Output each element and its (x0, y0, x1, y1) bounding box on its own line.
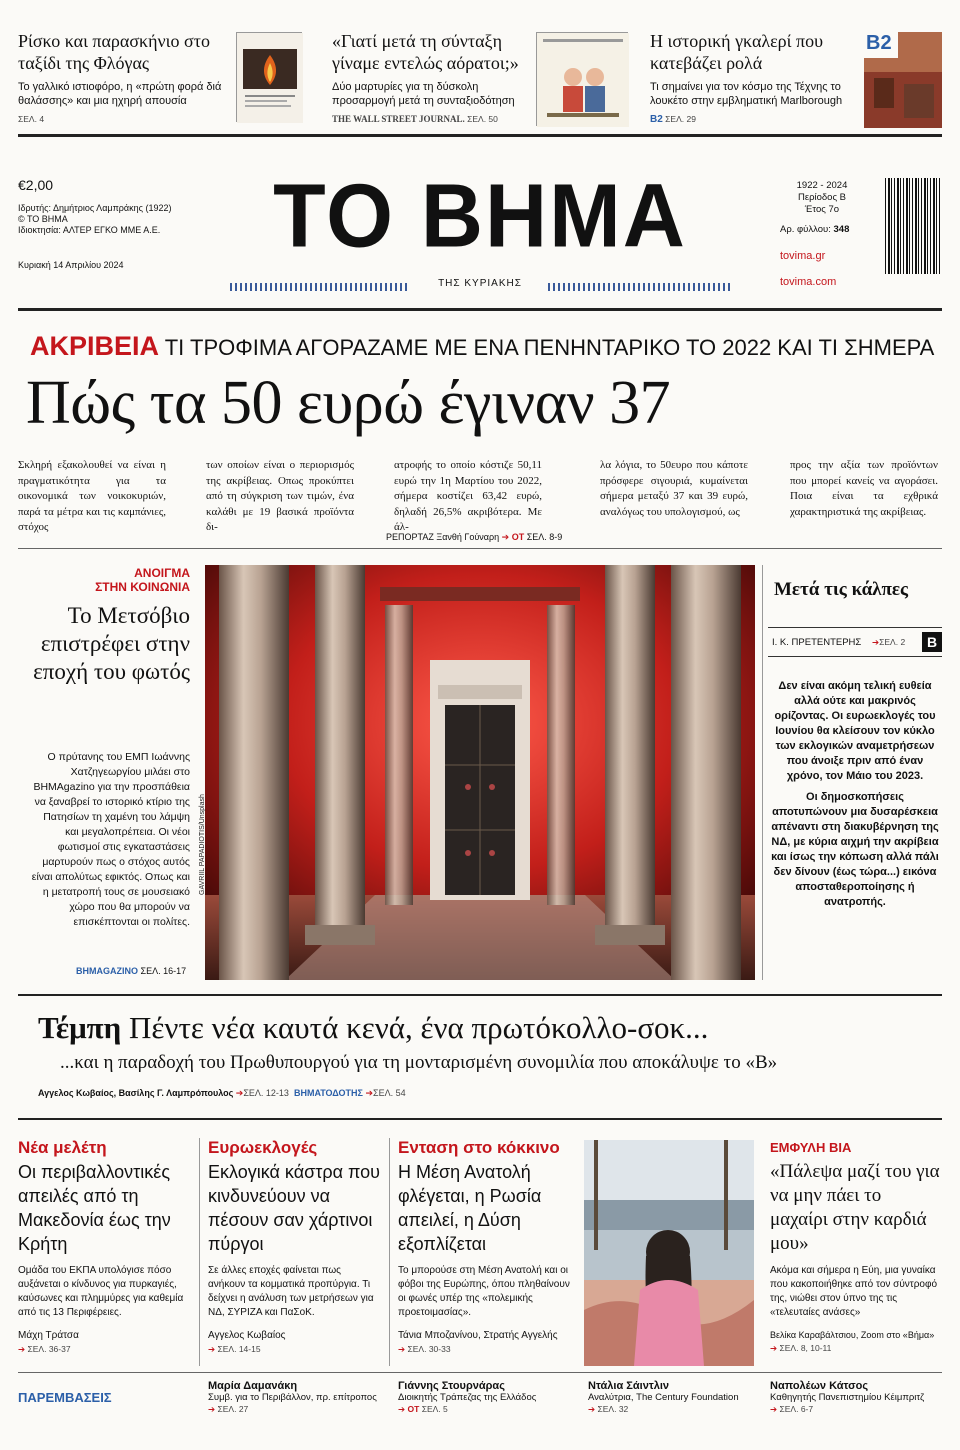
metsovio-labels (30, 566, 190, 594)
teaser-sub: Το γαλλικό ιστιοφόρο, η «πρώτη φορά διά θαλάσσης» και μια ηχηρή απουσία (18, 81, 222, 107)
story-author: Βελίκα Καραβάλτσιου, Ζοom στο «Βήμα» (770, 1330, 935, 1340)
opinion-name: Ντάλια Σάιντλιν (588, 1380, 670, 1392)
story-kicker: Ευρωεκλογές (208, 1138, 318, 1157)
photo-credit: GAVRIIL PAPADIOTIS/Unsplash (199, 794, 206, 895)
teaser-title: «Γιατί μετά τη σύνταξη γίναμε εντελώς αόρατοι;» (332, 31, 519, 73)
story-headline: Εκλογικά κάστρα που κινδυνεύουν να πέσουν σαν χάρτινοι πύργοι (208, 1162, 381, 1254)
teaser-section: B2 (650, 114, 663, 125)
col-separator (199, 1138, 200, 1366)
story-body: Ομάδα του ΕΚΠΑ υπολόγισε πόσο αυξάνεται ο κίνδυνος για πυρκαγιές, καύσωνες και πλημμύρες για καθεμία από τις 13 Περιφέρειες. (18, 1265, 184, 1318)
opinions-label-box (18, 1380, 190, 1405)
violence-photo (584, 1140, 754, 1366)
site-link-com[interactable]: tovima.com (780, 276, 837, 288)
tempi-authors: Αγγελος Κωβαίος, Βασίλης Γ. Λαμπρόπουλος (38, 1088, 234, 1098)
tempi-subheadline: ...και η παραδοχή του Πρωθυπουργού για τη μονταρισμένη συνομιλία που αποκάλυψε το «Β» (60, 1052, 778, 1073)
metsovio-body: Ο πρύτανης του ΕΜΠ Ιωάννης Χατζηγεωργίου μιλάει στο ΒΗΜAgazino για την προσπάθεια να ξαναβρεί το ιστορικό κτίριο της Πατησίων τη χαμένη του λάμψη και μεγαλοπρέπεια. Οι νέοι φωτισμοί στις εγκαταστάσεις μαρτυρούν πως ο στόχος αυτός είναι απολύτως εφικτός. Οπως και η μετατροπή τους σε μουσειακό χώρο που θα μπορούν να επισκέπτονται οι πολίτες. (31, 751, 190, 928)
opinion-page: ΣΕΛ. 5 (421, 1404, 448, 1414)
opinion-damanaki[interactable]: Μαρία Δαμανάκη Συμβ. για το Περιβάλλον, πρ. επίτροπος ➔ ΣΕΛ. 27 (208, 1380, 380, 1415)
teaser-flame-thumbnail (236, 32, 302, 122)
teaser-page: ΣΕΛ. 29 (665, 114, 696, 124)
lead-body-col-5: προς την αξία των προϊόντων που μπορεί κανείς να αγοράσει. Ποια είναι τα εχθρικά χαρακτηριστικά της ακρίβειας. (790, 459, 938, 518)
opinion-author: Ι. Κ. ΠΡΕΤΕΝΤΕΡΗΣ (772, 637, 862, 648)
col-separator (389, 1138, 390, 1366)
tempi-page-2: ΣΕΛ. 54 (373, 1088, 406, 1098)
lead-body-col-3: ατροφής το οποίο κόστιζε 50,11 ευρώ την 1η Μαρτίου του 2022, σήμερα κοστίζει 63,42 ευρώ, δηλαδή 26,5% ακριβότερα. Με άλ- (394, 459, 542, 533)
barcode (885, 178, 941, 274)
teaser-sub: Τι σημαίνει για τον κόσμο της Τέχνης το λουκέτο στην εμβληματική Marlborough (650, 81, 843, 107)
owner: Ιδιοκτησία: ΑΛΤΕΡ ΕΓΚΟ ΜΜΕ Α.Ε. (18, 225, 161, 235)
right-col-separator (762, 565, 763, 980)
period: Περίοδος Β (797, 192, 847, 203)
opinion-para-1: Δεν είναι ακόμη τελική ευθεία αλλά ούτε και μακρινός ορίζοντας. Οι ευρωεκλογές του Ιουνίου θα κλείσουν τον κύκλο των εκλογικών αναμετρήσεων που άνοιξε πριν από έναν χρόνο, τον Μάιο του 2023. (774, 680, 936, 782)
polytechnic-hall-photo (199, 565, 755, 980)
tempi-page: ΣΕΛ. 12-13 (243, 1088, 289, 1098)
footer-divider (18, 1372, 942, 1373)
metsovio-label-1: ΑΝΟΙΓΜΑ (134, 566, 190, 580)
opinions-label: ΠΑΡΕΜΒΑΣΕΙΣ (18, 1390, 112, 1405)
lead-section: ΟΤ (511, 532, 525, 542)
story-kicker: ΕΜΦΥΛΗ ΒΙΑ (770, 1140, 852, 1155)
opinion-name: Ναπολέων Κάτσος (770, 1380, 869, 1392)
opinion-page: ΣΕΛ. 27 (217, 1404, 249, 1414)
newspaper-logo[interactable]: ΤΟ ΒΗΜΑ (273, 165, 687, 267)
teaser-gallery-badge: B2 (866, 32, 892, 54)
story-body: Ακόμα και σήμερα η Εύη, μια γυναίκα που κακοποιήθηκε από τον σύντροφό της, νιώθει στον ύπνο της τις «τελευταίες ανάσες» (770, 1265, 938, 1318)
metsovio-ref (76, 966, 186, 976)
story-body: Το μπορούσε στη Μέση Ανατολή και οι φόβοι της Ευρώπης, όπου πληθαίνουν οι φωνές υπέρ της «πολεμικής προετοιμασίας». (398, 1265, 570, 1318)
opinion-katsos[interactable]: Ναπολέων Κάτσος Καθηγητής Πανεπιστημίου Κέιμπριτζ ➔ ΣΕΛ. 6-7 (770, 1380, 942, 1415)
opinion-section: ΟΤ (407, 1404, 420, 1414)
teaser-gallery[interactable] (650, 30, 862, 130)
story-author: Μάχη Τράτσα (18, 1330, 79, 1341)
story-kicker: Ενταση στο κόκκινο (398, 1138, 560, 1157)
mid-divider (18, 994, 942, 996)
lead-page: ΣΕΛ. 8-9 (526, 532, 563, 542)
lead-author: ΡΕΠΟΡΤΑΖ Ξανθή Γούναρη (386, 532, 500, 542)
opinion-name: Γιάννης Στουρνάρας (398, 1380, 505, 1392)
story-euroelections[interactable]: Ευρωεκλογές Εκλογικά κάστρα που κινδυνεύουν να πέσουν σαν χάρτινοι πύργοι Σε άλλες εποχές φαίνεται πως ανήκουν τα κομματικά προπύργια. Τι δείχνει η ανάλυση των μετρήσεων για ΝΔ, ΣΥΡΙΖΑ και ΠαΣοΚ. Αγγελος Κωβαίος ➔ ΣΕΛ. 14-15 (208, 1138, 381, 1355)
tempi-title: Πέντε νέα καυτά κενά, ένα πρωτόκολλο-σοκ... (129, 1010, 709, 1045)
teaser-sub: Δύο μαρτυρίες για τη δύσκολη προσαρμογή μετά τη συνταξιοδότηση (332, 81, 515, 107)
teaser-retirement-thumbnail (536, 32, 628, 126)
story-body: Σε άλλες εποχές φαίνεται πως ανήκουν τα κομματικά προπύργια. Τι δείχνει η ανάλυση των μετρήσεων για ΝΔ, ΣΥΡΙΖΑ και ΠαΣοΚ. (208, 1265, 374, 1318)
opinion-role: Καθηγητής Πανεπιστημίου Κέιμπριτζ (770, 1392, 925, 1403)
lead-byline: ΡΕΠΟΡΤΑΖ Ξανθή Γούναρη ➔ ΟΤ ΣΕΛ. 8-9 (386, 532, 563, 543)
opinion-page: ΣΕΛ. 6-7 (779, 1404, 814, 1414)
opinion-badge: B (922, 632, 942, 652)
opinion-column: Μετά τις κάλπες Ι. Κ. ΠΡΕΤΕΝΤΕΡΗΣ ➔ΣΕΛ. 2 B Δεν είναι ακόμη τελική ευθεία αλλά ούτε και μακρινός ορίζοντας. Οι ευρωεκλογές του Ιουνίου θα κλείσουν τον κύκλο των εκλογικών αναμετρήσεων που άνοιξε πριν από έναν χρόνο, τον Μάιο του 2023. Οι δημοσκοπήσεις αποτυπώνουν μια δυσαρέσκεια απέναντι στη διακυβέρνηση της ΝΔ, με κύρια αιχμή την ακρίβεια και ίσως την κόπωση αλλά πάλι δεν δίνουν (έως τώρα...) εικόνα αποσταθεροποίησης ή ανατροπής. (768, 565, 942, 910)
logo-ticks-right (548, 283, 730, 291)
teaser-page: ΣΕΛ. 50 (467, 114, 498, 124)
masthead-divider (18, 308, 942, 311)
issue-date: Κυριακή 14 Απριλίου 2024 (18, 260, 124, 270)
story-study[interactable]: Νέα μελέτη Οι περιβαλλοντικές απειλές από τη Μακεδονία έως την Κρήτη Ομάδα του ΕΚΠΑ υπολόγισε πόσο αυξάνεται ο κίνδυνος για πυρκαγιές, καύσωνες και πλημμύρες για καθεμία από τις 13 Περιφέρειες. Μάχη Τράτσα ➔ ΣΕΛ. 36-37 (18, 1138, 190, 1355)
masthead-left (18, 177, 172, 271)
top-divider (18, 134, 942, 137)
teaser-title: Ρίσκο και παρασκήνιο στο ταξίδι της Φλόγας (18, 31, 210, 73)
opinion-title[interactable]: Μετά τις κάλπες (774, 579, 909, 600)
opinion-stournaras[interactable]: Γιάννης Στουρνάρας Διοικητής Τράπεζας της Ελλάδος ➔ ΟΤ ΣΕΛ. 5 (398, 1380, 570, 1415)
copyright: © ΤΟ ΒΗΜΑ (18, 214, 68, 224)
opinion-name: Μαρία Δαμανάκη (208, 1380, 298, 1392)
story-headline: Οι περιβαλλοντικές απειλές από τη Μακεδονία έως την Κρήτη (18, 1162, 171, 1254)
story-author: Αγγελος Κωβαίος (208, 1330, 286, 1341)
price: €2,00 (18, 177, 54, 193)
opinion-seidlin[interactable]: Ντάλια Σάιντλιν Αναλύτρια, The Century Foundation ➔ ΣΕΛ. 32 (588, 1380, 760, 1415)
teaser-gallery-thumbnail (864, 32, 942, 128)
tempi-kicker: Τέμπη (38, 1010, 122, 1045)
lead-body-col-2: των οποίων είναι ο περιορισμός της ακρίβειας. Οπως προκύπτει από τη σύγκριση των τιμών, ένα καλάθι με 19 βασικά προϊόντα δι- (206, 459, 354, 533)
story-violence[interactable]: ΕΜΦΥΛΗ ΒΙΑ «Πάλεψα μαζί του για να μην πάει το μαχαίρι στην καρδιά μου» Ακόμα και σήμερα η Εύη, μια γυναίκα που κακοποιήθηκε από τον σύντροφό της, νιώθει στον ύπνο της τις «τελευταίες ανάσες» Βελίκα Καραβάλτσιου, Ζοom στο «Βήμα» ➔ ΣΕΛ. 8, 10-11 (770, 1138, 942, 1354)
story-page: ΣΕΛ. 36-37 (27, 1344, 71, 1354)
issue-number: 348 (833, 224, 850, 235)
bottom-divider (18, 1118, 942, 1120)
issue-label: Αρ. φύλλου: (780, 224, 831, 235)
lead-headline[interactable]: Πώς τα 50 ευρώ έγιναν 37 (26, 369, 671, 437)
lead-kicker (30, 328, 950, 366)
opinion-para-2: Οι δημοσκοπήσεις αποτυπώνουν μια δυσαρέσκεια απέναντι στη διακυβέρνηση της ΝΔ, με κύρια αιχμή την ακρίβεια και ίσως την κόπωση αλλά πάλι δεν δίνουν (έως τώρα...) εικόνα αποσταθεροποίησης ή ανατροπής. (771, 791, 939, 908)
years: 1922 - 2024 (796, 180, 848, 191)
metsovio-page: ΣΕΛ. 16-17 (140, 966, 187, 976)
teaser-flame[interactable] (18, 30, 228, 130)
story-headline: «Πάλεψα μαζί του για να μην πάει το μαχαίρι στην καρδιά μου» (770, 1161, 940, 1254)
site-link-gr[interactable]: tovima.gr (780, 250, 826, 262)
logo-subtitle: ΤΗΣ ΚΥΡΙΑΚΗΣ (438, 278, 522, 289)
lead-body-col-4: λα λόγια, το 50ευρο που κάποτε πρόσφερε σιγουριά, κυμαίνεται σήμερα μεταξύ 37 και 39 ευρώ, αναλόγως του υπολογισμού, ως (600, 459, 748, 518)
opinion-role: Διοικητής Τράπεζας της Ελλάδος (398, 1392, 537, 1403)
metsovio-section: ΒΗΜAGAZINO (76, 966, 138, 976)
teaser-page: ΣΕΛ. 4 (18, 114, 45, 124)
story-author: Τάνια Μποζανίνου, Στρατής Αγγελής (398, 1330, 558, 1341)
story-headline: Η Μέση Ανατολή φλέγεται, η Ρωσία απειλεί, η Δύση εξοπλίζεται (398, 1162, 542, 1254)
lead-divider (18, 548, 942, 549)
teaser-retirement[interactable] (332, 30, 532, 130)
opinion-role: Αναλύτρια, The Century Foundation (588, 1392, 739, 1403)
opinion-role: Συμβ. για το Περιβάλλον, πρ. επίτροπος (208, 1392, 377, 1403)
story-page: ΣΕΛ. 14-15 (217, 1344, 261, 1354)
metsovio-label-2: ΣΤΗΝ ΚΟΙΝΩΝΙΑ (95, 580, 190, 594)
lead-body-col-1: Σκληρή εξακολουθεί να είναι η πραγματικότητα για τα οικονομικά των νοικοκυριών, παρά τα μέτρα και τις καμπάνιες, στόχος (18, 459, 166, 533)
opinion-page: ΣΕΛ. 2 (879, 637, 906, 647)
teaser-source: THE WALL STREET JOURNAL. (332, 114, 465, 124)
volume-year: Έτος 7ο (804, 204, 840, 215)
masthead-right (780, 180, 864, 288)
story-page: ΣΕΛ. 8, 10-11 (779, 1343, 832, 1353)
metsovio-title[interactable]: Το Μετσόβιο επιστρέφει στην εποχή του φωτός (33, 603, 190, 684)
tempi-section-2: ΒΗΜΑΤΟΔΟΤΗΣ (293, 1088, 363, 1098)
story-middle-east[interactable]: Ενταση στο κόκκινο Η Μέση Ανατολή φλέγεται, η Ρωσία απειλεί, η Δύση εξοπλίζεται Το μπορούσε στη Μέση Ανατολή και οι φόβοι της Ευρώπης, όπου πληθαίνουν οι φωνές υπέρ της «πολεμικής προετοιμασίας». Τάνια Μποζανίνου, Στρατής Αγγελής ➔ ΣΕΛ. 30-33 (398, 1138, 570, 1355)
lead-kicker-text: ΤΙ ΤΡΟΦΙΜΑ ΑΓΟΡΑΖΑΜΕ ΜΕ ΕΝΑ ΠΕΝΗΝΤΑΡΙΚΟ ΤΟ 2022 ΚΑΙ ΤΙ ΣΗΜΕΡΑ (164, 335, 935, 360)
lead-kicker-topic: ΑΚΡΙΒΕΙΑ (30, 331, 160, 361)
tempi-headline[interactable] (38, 1008, 938, 1048)
opinion-page: ΣΕΛ. 32 (597, 1404, 629, 1414)
story-page: ΣΕΛ. 30-33 (407, 1344, 451, 1354)
story-kicker: Νέα μελέτη (18, 1138, 107, 1157)
teaser-title: Η ιστορική γκαλερί που κατεβάζει ρολά (650, 31, 823, 73)
tempi-byline: Αγγελος Κωβαίος, Βασίλης Γ. Λαμπρόπουλος ➔ΣΕΛ. 12-13 ΒΗΜΑΤΟΔΟΤΗΣ ➔ΣΕΛ. 54 (38, 1088, 406, 1099)
founder: Ιδρυτής: Δημήτριος Λαμπράκης (1922) (18, 203, 172, 213)
